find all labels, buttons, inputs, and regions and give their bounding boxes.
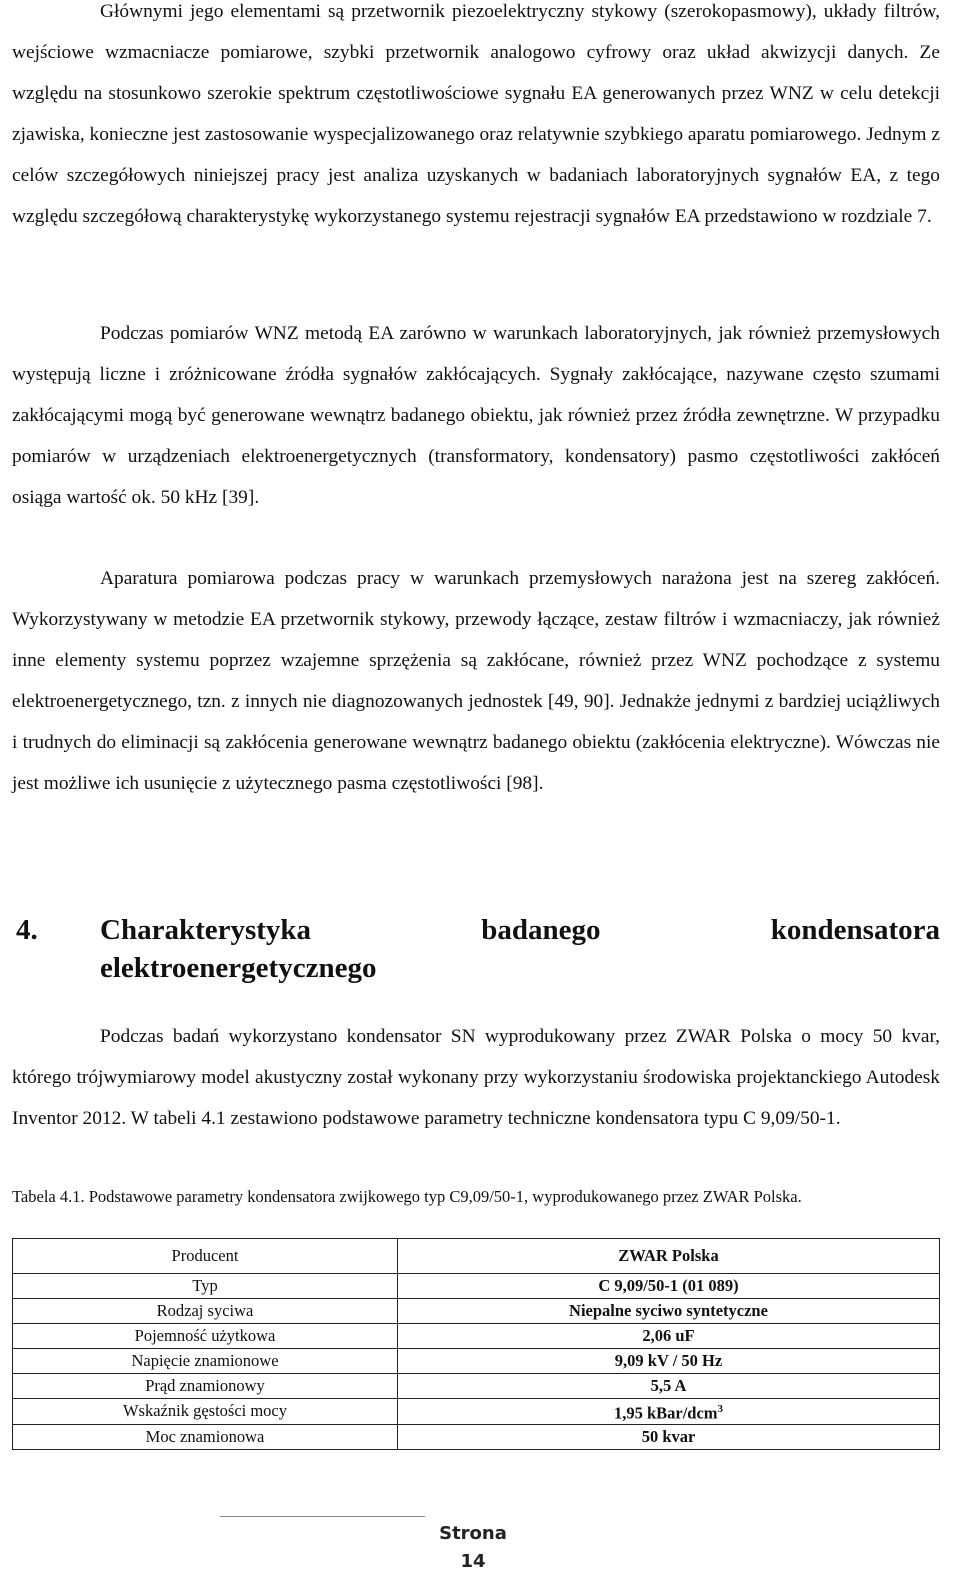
table-header-row [13,1239,940,1274]
table-cell-label: Typ [13,1274,398,1299]
table-header-value: ZWAR Polska [398,1239,940,1274]
section-paragraph: Podczas badań wykorzystano kondensator SN wyprodukowany przez ZWAR Polska o mocy 50 kvar, którego trójwymiarowy model akustyczny został wykonany przy wykorzystaniu środowiska projektanckiego Autodesk Inventor 2012. W tabeli 4.1 zestawiono podstawowe parametry techniczne kondensatora typu C 9,09/50-1. [12,1026,940,1129]
section-title-word: kondensatora [770,914,940,946]
table-cell-value: 9,09 kV / 50 Hz [398,1349,940,1374]
body-paragraph-1: Głównymi jego elementami są przetwornik piezoelektryczny stykowy (szerokopasmowy), układy filtrów, wejściowe wzmacniacze pomiarowe, szybki przetwornik analogowo cyfrowy oraz układ akwizycji danych. Ze względu na stosunkowo szerokie spektrum częstotliwościowe sygnału EA generowanych przez WNZ w celu detekcji zjawiska, konieczne jest zastosowanie wyspecjalizowanego oraz relatywnie szybkiego aparatu pomiarowego. Jednym z celów szczegółowych niniejszej pracy jest analiza uzyskanych w badaniach laboratoryjnych sygnałów EA, z tego względu szczegółową charakterystykę wykorzystanego systemu rejestracji sygnałów EA przedstawiono w rozdziale 7. [12,1,940,227]
table-cell-label: Napięcie znamionowe [13,1349,398,1374]
table-cell-value: Niepalne syciwo syntetyczne [398,1299,940,1324]
parameters-table [12,1238,940,1450]
table-cell-label: Pojemność użytkowa [13,1324,398,1349]
table-row [13,1324,940,1349]
table-row [13,1424,940,1449]
table-cell-label: Prąd znamionowy [13,1374,398,1399]
table-cell-value: C 9,09/50-1 (01 089) [398,1274,940,1299]
table-row [13,1274,940,1299]
table-cell-value: 2,06 uF [398,1324,940,1349]
page-number: 14 [460,1551,486,1572]
table-cell-value: 50 kvar [398,1424,940,1449]
table-caption: Tabela 4.1. Podstawowe parametry kondensatora zwijkowego typ C9,09/50-1, wyprodukowanego przez ZWAR Polska. [12,1187,802,1206]
table-row [13,1374,940,1399]
section-title-word: badanego [481,914,601,946]
table-cell-label: Moc znamionowa [13,1424,398,1449]
table-cell-value-text: 1,95 kBar/dcm [613,1403,718,1423]
table-header-label: Producent [13,1239,398,1274]
table-cell-superscript: 3 [717,1403,724,1415]
page-label: Strona [439,1523,507,1544]
page-footer [428,1520,518,1576]
table-row [13,1399,940,1425]
section-title-word: Charakterystyka [100,914,312,946]
body-paragraph-2: Podczas pomiarów WNZ metodą EA zarówno w warunkach laboratoryjnych, jak również przemysłowych występują liczne i zróżnicowane źródła sygnałów zakłócających. Sygnały zakłócające, nazywane często szumami zakłócającymi mogą być generowane wewnątrz badanego obiektu, jak również przez źródła zewnętrzne. W przypadku pomiarów w urządzeniach elektroenergetycznych (transformatory, kondensatory) pasmo częstotliwości zakłóceń osiąga wartość ok. 50 kHz [39]. [12,323,940,508]
table-cell-label: Rodzaj syciwa [13,1299,398,1324]
section-title-line-1 [100,911,940,950]
table-cell-label: Wskaźnik gęstości mocy [13,1399,398,1425]
table-row [13,1299,940,1324]
footer-divider [220,1516,425,1517]
table-cell-value: 5,5 A [398,1374,940,1399]
table-row [13,1349,940,1374]
body-paragraph-3: Aparatura pomiarowa podczas pracy w warunkach przemysłowych narażona jest na szereg zakłóceń. Wykorzystywany w metodzie EA przetwornik stykowy, przewody łączące, zestaw filtrów i wzmacniaczy, jak również inne elementy systemu poprzez wzajemne sprzężenia są zakłócane, również przez WNZ pochodzące z systemu elektroenergetycznego, tzn. z innych nie diagnozowanych jednostek [49, 90]. Jednakże jednymi z bardziej uciążliwych i trudnych do eliminacji są zakłócenia generowane wewnątrz badanego obiektu (zakłócenia elektryczne). Wówczas nie jest możliwe ich usunięcie z użytecznego pasma częstotliwości [98]. [12,568,940,794]
section-number: 4. [16,914,38,946]
section-title-line-2: elektroenergetycznego [100,952,377,984]
table-cell-value [398,1399,940,1425]
